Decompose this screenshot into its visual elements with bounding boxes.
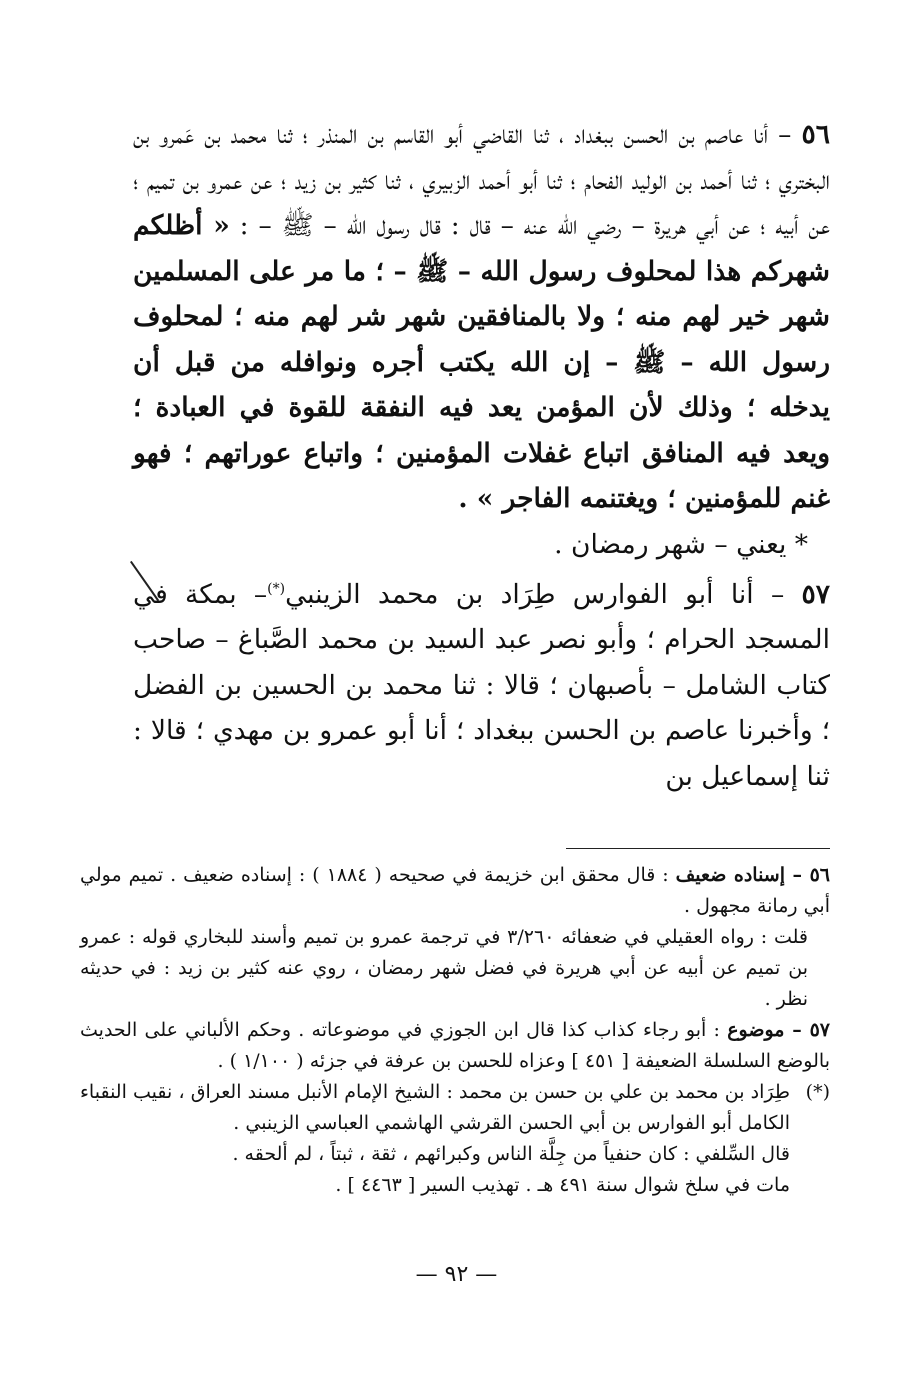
hadith-isnad: – أنا عاصم بن الحسن ببغداد ، ثنا القاضي أبو القاسم بن المنذر ؛ ثنا محمد بن عَمرو بن البختري ؛ ثنا أحمد بن الوليد الفحام ؛ ثنا أبو أحمد الزبيري ، ثنا كثير بن زيد ؛ عن عمرو بن تميم ؛ عن أبيه ؛ عن أبي هريرة – رضي الله عنه – قال : قال رسول الله – ﷺ – : — [133, 119, 830, 241]
hadith-number: ٥٧ — [801, 578, 830, 610]
footnote-text: : أبو رجاء كذاب كذا قال ابن الجوزي في موضوعاته . وحكم الألباني على الحديث بالوضع السلسلة الضعيفة [ ٤٥١ ] وعزاه للحسن بن عرفة في جزئه ( ١/١٠٠ ) . — [80, 1019, 830, 1072]
footnote-label: ٥٦ – إسناده ضعيف — [675, 864, 830, 886]
footnote-text: مات في سلخ شوال سنة ٤٩١ هـ . تهذيب السير [ ٤٤٦٣ ] . — [335, 1174, 790, 1196]
footnote-text: قال السِّلفي : كان حنفياً من جِلَّة الناس وكبرائهم ، ثقة ، ثبتاً ، لم ألحقه . — [232, 1143, 790, 1165]
footnote-mark: (*) — [805, 1081, 830, 1103]
footnote-text: طِرَاد بن محمد بن علي بن حسن بن محمد : الشيخ الإمام الأنبل مسند العراق ، نقيب النقباء الكامل أبو الفوارس بن أبي الحسن القرشي الهاشمي العباسي الزينبي . — [80, 1081, 790, 1134]
footnote-56-comment: قلت : رواه العقيلي في ضعفائه ٣/٢٦٠ في ترجمة عمرو بن تميم وأسند للبخاري قوله : عمرو بن تميم عن أبيه عن أبي هريرة في فضل شهر رمضان ، روي عنه كثير بن زيد : في حديثه نظر . — [80, 926, 808, 1010]
footnote-star — [80, 1077, 830, 1139]
hadith-57 — [133, 567, 830, 799]
footnote-56 — [80, 860, 830, 922]
hadith-matn: « أظلكم شهركم هذا لمحلوف رسول الله – ﷺ – ؛ ما مر على المسلمين شهر خير لهم منه ؛ ولا بالمنافقين شهر شر لهم منه ؛ لمحلوف رسول الله – ﷺ – إن الله يكتب أجره ونوافله من قبل أن يدخله ؛ وذلك لأن المؤمن يعد فيه النفقة للقوة في العبادة ؛ ويعد فيه المنافق اتباع غفلات المؤمنين ؛ واتباع عوراتهم ؛ فهو غنم للمؤمنين ؛ ويغتنمه الفاجر » . — [133, 210, 830, 514]
page-number: — ٩٢ — — [415, 1262, 498, 1287]
footnote-ref: (*) — [267, 581, 286, 597]
footnote-text: : قال محقق ابن خزيمة في صحيحه ( ١٨٨٤ ) : إسناده ضعيف . تميم مولي أبي رمانة مجهول . — [80, 864, 830, 917]
explanatory-note: * يعني – شهر رمضان . — [554, 528, 808, 560]
footnote-divider — [566, 848, 830, 849]
main-text — [133, 112, 830, 799]
footnote-57 — [80, 1015, 830, 1077]
footnote-death — [80, 1170, 830, 1201]
hadith-number: ٥٦ — [801, 119, 830, 150]
footnote-label: ٥٧ – موضوع — [727, 1019, 831, 1041]
hadith-text: – بمكة في المسجد الحرام ؛ وأبو نصر عبد السيد بن محمد الصَّباغ – صاحب كتاب الشامل – بأصبهان ؛ قالا : ثنا محمد بن الحسين بن الفضل ؛ وأخبرنا عاصم بن الحسن ببغداد ؛ أنا أبو عمرو بن مهدي ؛ قالا : ثنا إسماعيل بن — [133, 578, 830, 792]
hadith-text: – أنا أبو الفوارس طِرَاد بن محمد الزينبي — [285, 578, 785, 610]
footnote-silafi — [80, 1139, 830, 1170]
footnotes — [80, 860, 830, 1201]
hadith-56 — [133, 112, 830, 522]
